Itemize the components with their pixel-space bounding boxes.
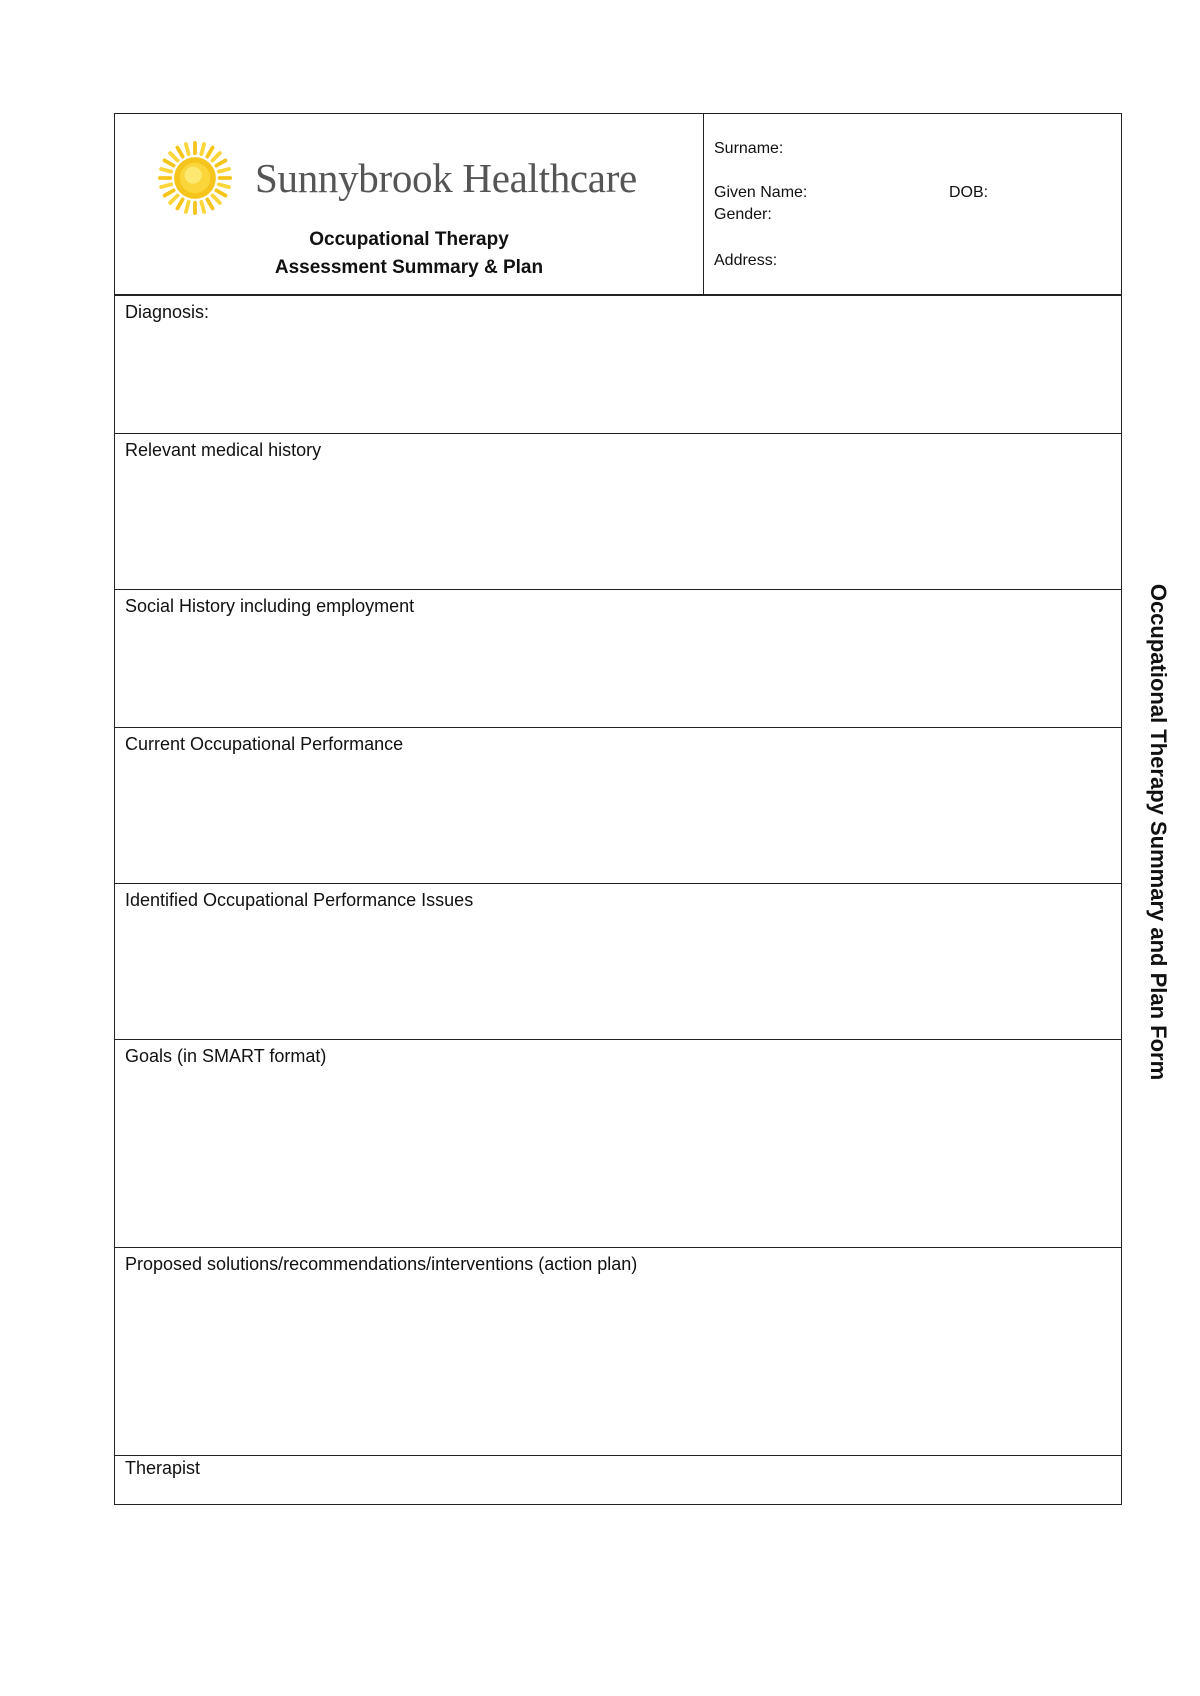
form-title — [115, 226, 703, 282]
sun-ray — [216, 160, 225, 165]
surname-label: Surname: — [714, 140, 784, 157]
patient-details — [704, 114, 1121, 294]
logo — [157, 140, 637, 216]
assessment-form — [114, 113, 1122, 1505]
sun-icon — [157, 140, 233, 216]
form-header — [115, 114, 1121, 296]
given-name-label: Given Name: — [714, 184, 808, 201]
sun-ray — [170, 153, 177, 160]
current-performance-label: Current Occupational Performance — [125, 734, 404, 754]
goals-section[interactable] — [115, 1040, 1121, 1248]
current-performance-section[interactable] — [115, 728, 1121, 884]
gender-label: Gender: — [714, 206, 772, 223]
sun-ray — [161, 184, 171, 187]
sun-ray — [186, 202, 189, 212]
sun-ray — [201, 202, 204, 212]
sun-ray — [219, 184, 229, 187]
header-branding — [115, 114, 704, 294]
sun-ray — [186, 144, 189, 154]
form-title-line1: Occupational Therapy — [309, 229, 509, 250]
sun-ray — [207, 148, 212, 157]
action-plan-label: Proposed solutions/recommendations/interventions (action plan) — [125, 1254, 638, 1274]
brand-name: Sunnybrook Healthcare — [255, 155, 637, 201]
sun-ray — [165, 160, 174, 165]
performance-issues-section[interactable] — [115, 884, 1121, 1040]
action-plan-section[interactable] — [115, 1248, 1121, 1456]
diagnosis-label: Diagnosis: — [125, 302, 210, 322]
sun-ray — [219, 169, 229, 172]
sun-ray — [177, 199, 182, 208]
therapist-section[interactable] — [115, 1456, 1121, 1505]
form-title-line2: Assessment Summary & Plan — [274, 257, 544, 278]
sun-ray — [170, 195, 177, 202]
sun-ray — [165, 190, 174, 195]
sun-ray — [161, 169, 171, 172]
side-title: Occupational Therapy Summary and Plan Form — [1146, 583, 1171, 1081]
goals-label: Goals (in SMART format) — [125, 1046, 327, 1066]
sun-ray — [216, 190, 225, 195]
diagnosis-section[interactable] — [115, 296, 1121, 434]
address-label: Address: — [714, 252, 778, 269]
medical-history-section[interactable] — [115, 434, 1121, 590]
sun-ray — [207, 199, 212, 208]
social-history-label: Social History including employment — [125, 596, 415, 616]
medical-history-label: Relevant medical history — [125, 440, 322, 460]
therapist-label: Therapist — [125, 1458, 201, 1478]
sun-ray — [201, 144, 204, 154]
performance-issues-label: Identified Occupational Performance Issues — [125, 890, 474, 910]
sun-ray — [212, 195, 219, 202]
sun-ray — [177, 148, 182, 157]
dob-label: DOB: — [949, 184, 989, 201]
sun-ray — [212, 153, 219, 160]
social-history-section[interactable] — [115, 590, 1121, 728]
